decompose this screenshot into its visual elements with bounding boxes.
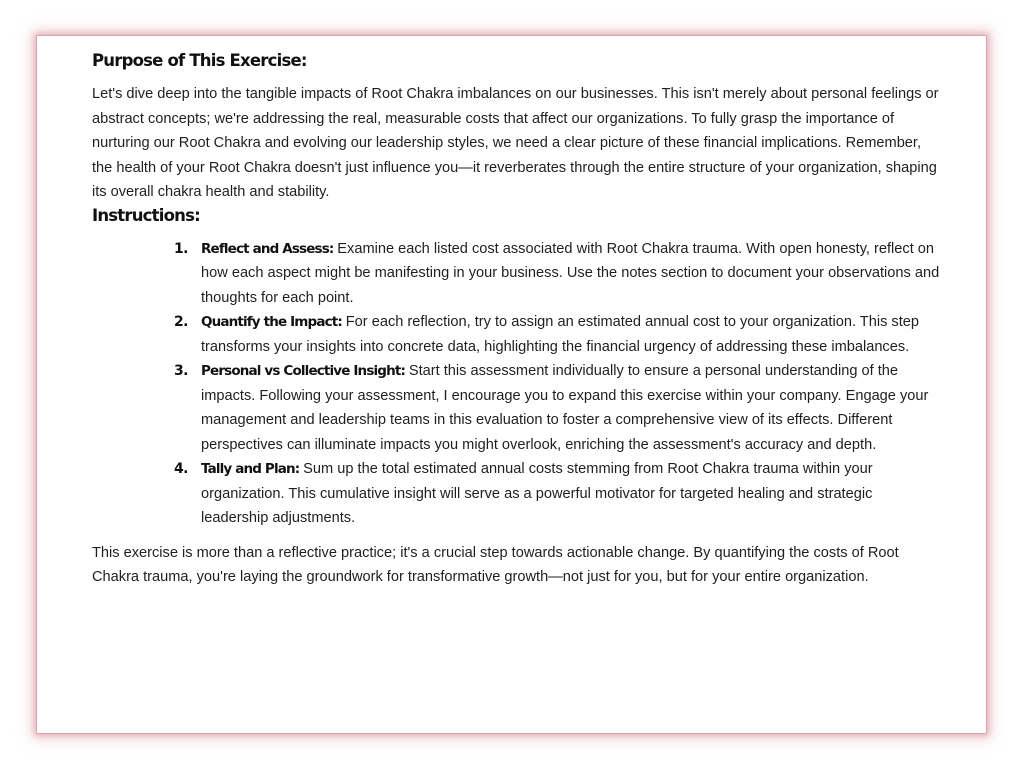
- document-content: [92, 50, 942, 590]
- instruction-step-2: [172, 310, 942, 359]
- step-number: 3.: [174, 363, 188, 379]
- step-title: Quantify the Impact:: [201, 314, 346, 330]
- closing-paragraph: This exercise is more than a reflective practice; it's a crucial step towards actionable change. By quantifying the costs of Root Chakra trauma, you're laying the groundwork for transformative growth—not just for you, but for your entire organization.: [92, 544, 899, 585]
- step-title: Reflect and Assess:: [201, 240, 338, 257]
- document-page: [37, 36, 986, 733]
- step-text: Examine each listed cost associated with Root Chakra trauma. With open honesty, reflect on how each aspect might be manifesting in your business. Use the notes section to document your observations and thoughts for each point.: [201, 240, 940, 306]
- step-text: For each reflection, try to assign an estimated annual cost to your organization. This step transforms your insights into concrete data, highlighting the financial urgency of addressing these imbalances.: [201, 314, 920, 355]
- instruction-step-1: [172, 237, 942, 311]
- step-number: 4.: [174, 461, 188, 477]
- step-text: Sum up the total estimated annual costs stemming from Root Chakra trauma within your organization. This cumulative insight will serve as a powerful motivator for targeted healing and strategic leadership adjustments.: [201, 461, 873, 526]
- step-number: 1.: [174, 240, 188, 257]
- instructions-heading: Instructions:: [92, 205, 200, 225]
- instruction-step-4: [172, 457, 942, 531]
- instructions-list: [92, 237, 942, 531]
- step-title: Tally and Plan:: [201, 461, 304, 477]
- instruction-step-3: [172, 359, 942, 457]
- step-title: Personal vs Collective Insight:: [201, 363, 409, 379]
- step-number: 2.: [174, 314, 188, 330]
- step-text: Start this assessment individually to ensure a personal understanding of the impacts. Following your assessment, I encourage you to expand this exercise within your company. Engage your management and leadership teams in this evaluation to foster a comprehensive view of its effects. Different perspectives can illuminate impacts you might overlook, enriching the assessment's accuracy and depth.: [201, 363, 929, 453]
- purpose-heading: Purpose of This Exercise:: [92, 51, 307, 70]
- purpose-paragraph: Let's dive deep into the tangible impacts of Root Chakra imbalances on our businesses. This isn't merely about personal feelings or abstract concepts; we're addressing the real, measurable costs that affect our organizations. To fully grasp the importance of nurturing our Root Chakra and evolving our leadership styles, we need a clear picture of these financial implications. Remember, the health of your Root Chakra doesn't just influence you—it reverberates through the entire structure of your organization, shaping its overall chakra health and stability.: [92, 86, 939, 200]
